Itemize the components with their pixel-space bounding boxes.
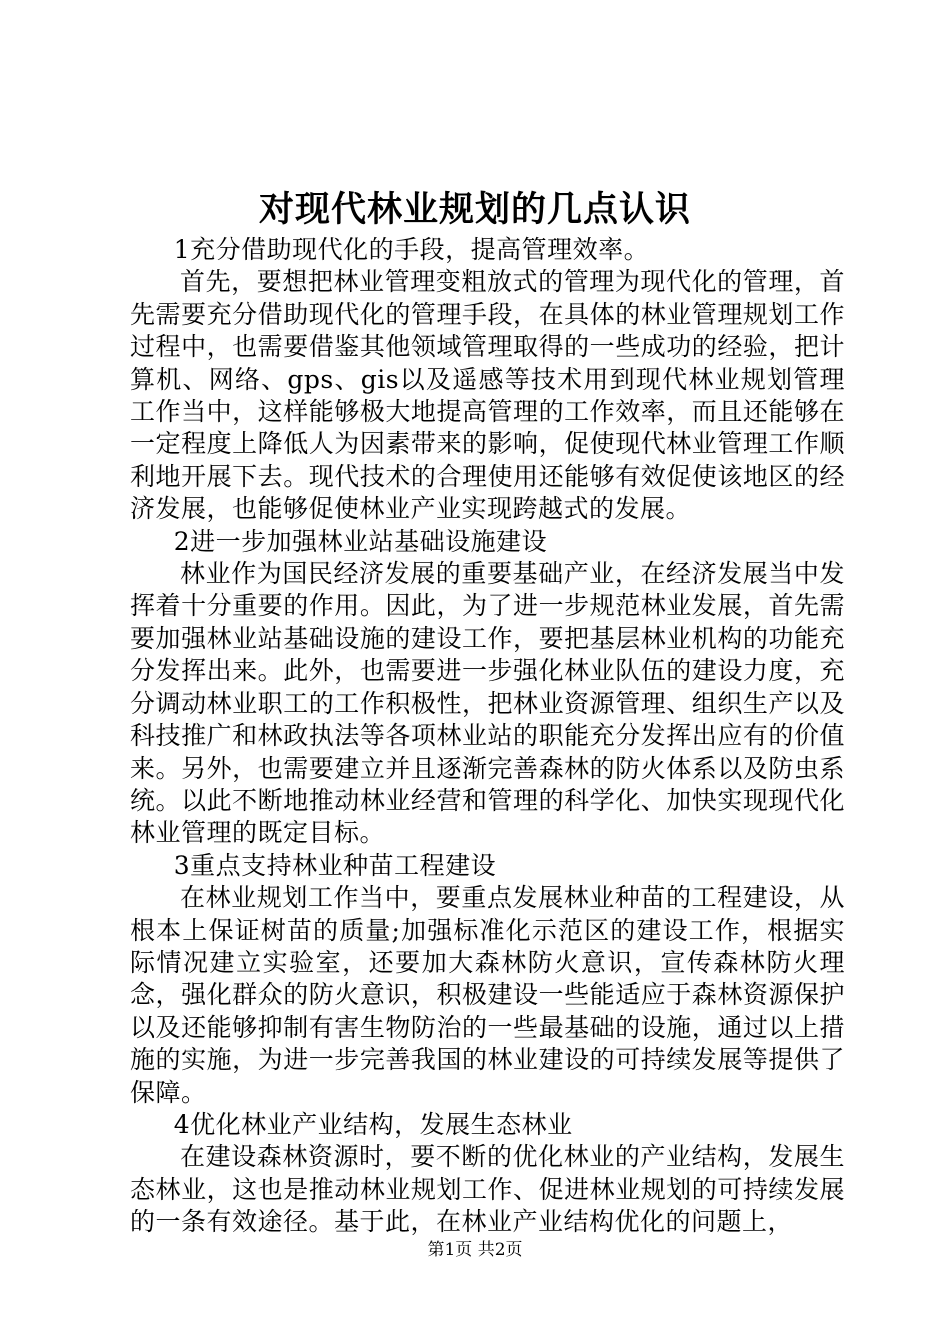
page-footer: 第1页 共2页 (427, 1240, 523, 1260)
paragraph-1: 首先，要想把林业管理变粗放式的管理为现代化的管理，首先需要充分借助现代化的管理手段，在具体的林业管理规划工作过程中，也需要借鉴其他领域管理取得的一些成功的经验，把计算机、网络、gps、gis以及遥感等技术用到现代林业规划管理工作当中，这样能够极大地提高管理的工作效率，而且还能够在一定程度上降低人为因素带来的影响，促使现代林业管理工作顺利地开展下去。现代技术的合理使用还能够有效促使该地区的经济发展，也能够促使林业产业实现跨越式的发展。 (130, 267, 845, 524)
document-title: 对现代林业规划的几点认识 (258, 189, 691, 230)
paragraph-4: 在建设森林资源时，要不断的优化林业的产业结构，发展生态林业，这也是推动林业规划工作、促进林业规划的可持续发展的一条有效途径。基于此，在林业产业结构优化的问题上， (130, 1142, 845, 1237)
document-body (130, 234, 845, 1239)
paragraph-3: 在林业规划工作当中，要重点发展林业种苗的工程建设，从根本上保证树苗的质量;加强标准化示范区的建设工作，根据实际情况建立实验室，还要加大森林防火意识，宣传森林防火理念，强化群众的防火意识，积极建设一些能适应于森林资源保护以及还能够抑制有害生物防治的一些最基础的设施，通过以上措施的实施，为进一步完善我国的林业建设的可持续发展等提供了保障。 (130, 883, 845, 1107)
section-heading-1: 1充分借助现代化的手段，提高管理效率。 (173, 235, 650, 264)
section-heading-4: 4优化林业产业结构，发展生态林业 (173, 1109, 573, 1139)
section-heading-2: 2进一步加强林业站基础设施建设 (173, 526, 548, 556)
paragraph-2: 林业作为国民经济发展的重要基础产业，在经济发展当中发挥着十分重要的作用。因此，为了进一步规范林业发展，首先需要加强林业站基础设施的建设工作，要把基层林业机构的功能充分发挥出来。此外，也需要进一步强化林业队伍的建设力度，充分调动林业职工的工作积极性，把林业资源管理、组织生产以及科技推广和林政执法等各项林业站的职能充分发挥出应有的价值来。另外，也需要建立并且逐渐完善森林的防火体系以及防虫系统。以此不断地推动林业经营和管理的科学化、加快实现现代化林业管理的既定目标。 (130, 559, 845, 848)
section-heading-3: 3重点支持林业种苗工程建设 (173, 850, 497, 880)
